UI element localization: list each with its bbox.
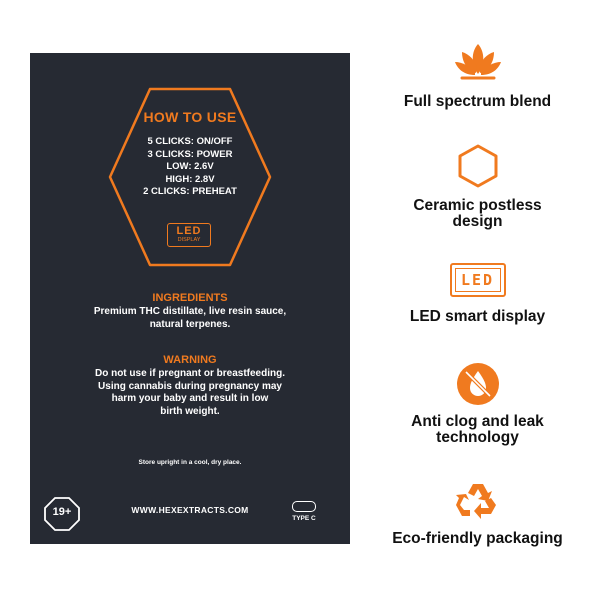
feature-full-spectrum (355, 40, 600, 110)
feature-anti-clog (355, 362, 600, 446)
feature-led-display (355, 263, 600, 325)
usage-step: HIGH: 2.8V (165, 173, 215, 185)
usage-steps (105, 136, 275, 199)
feature-eco-friendly (355, 481, 600, 547)
feature-label-line: LED smart display (409, 308, 546, 325)
ingredients-line: natural terpenes. (149, 318, 231, 330)
how-to-use-title: HOW TO USE (143, 109, 237, 125)
recycle-icon (456, 481, 500, 523)
age-label: 19+ (52, 506, 72, 518)
feature-label (355, 414, 600, 446)
port-label: TYPE C (292, 515, 316, 522)
usage-step: LOW: 2.6V (166, 161, 214, 172)
led-badge-bottom: DISPLAY (177, 237, 201, 243)
website-url: WWW.HEXEXTRACTS.COM (131, 505, 249, 515)
how-to-use-hexagon (105, 83, 275, 271)
feature-label-line: Anti clog and leak (411, 413, 544, 430)
warning-line: Do not use if pregnant or breastfeeding. (94, 368, 285, 379)
ingredients-line: Premium THC distillate, live resin sauce, (93, 306, 287, 317)
lotus-icon (453, 40, 503, 86)
warning-line: harm your baby and result in low (111, 393, 269, 404)
feature-ceramic-postless (355, 143, 600, 230)
usage-step: 2 CLICKS: PREHEAT (143, 186, 237, 197)
warning-line: Using cannabis during pregnancy may (98, 380, 282, 392)
no-drop-icon (456, 362, 500, 406)
feature-label (355, 94, 600, 110)
feature-label-line: Eco-friendly packaging (392, 530, 563, 547)
storage-note: Store upright in a cool, dry place. (138, 459, 242, 466)
led-display-badge (167, 223, 211, 247)
feature-label (355, 309, 600, 325)
led-display-icon (450, 263, 506, 297)
feature-label (355, 198, 600, 230)
ingredients-title: INGREDIENTS (152, 292, 228, 304)
feature-label-line: Full spectrum blend (403, 93, 552, 110)
feature-label-line: design (452, 213, 503, 230)
usage-step: 3 CLICKS: POWER (147, 148, 233, 160)
usage-step: 5 CLICKS: ON/OFF (147, 136, 233, 147)
age-restriction-badge (44, 497, 80, 536)
usb-c-port-icon (292, 501, 316, 512)
hexagon-icon (455, 143, 501, 189)
led-badge-top: LED (176, 225, 202, 237)
warning-text (50, 368, 330, 418)
type-c-badge (284, 501, 324, 522)
warning-title: WARNING (163, 354, 217, 366)
feature-label-line: Ceramic postless (413, 197, 542, 214)
led-icon-text: LED (460, 271, 495, 289)
feature-label-line: technology (436, 429, 519, 446)
feature-label (355, 531, 600, 547)
product-info-card (30, 53, 350, 544)
warning-line: birth weight. (160, 405, 220, 417)
ingredients-text (50, 306, 330, 331)
